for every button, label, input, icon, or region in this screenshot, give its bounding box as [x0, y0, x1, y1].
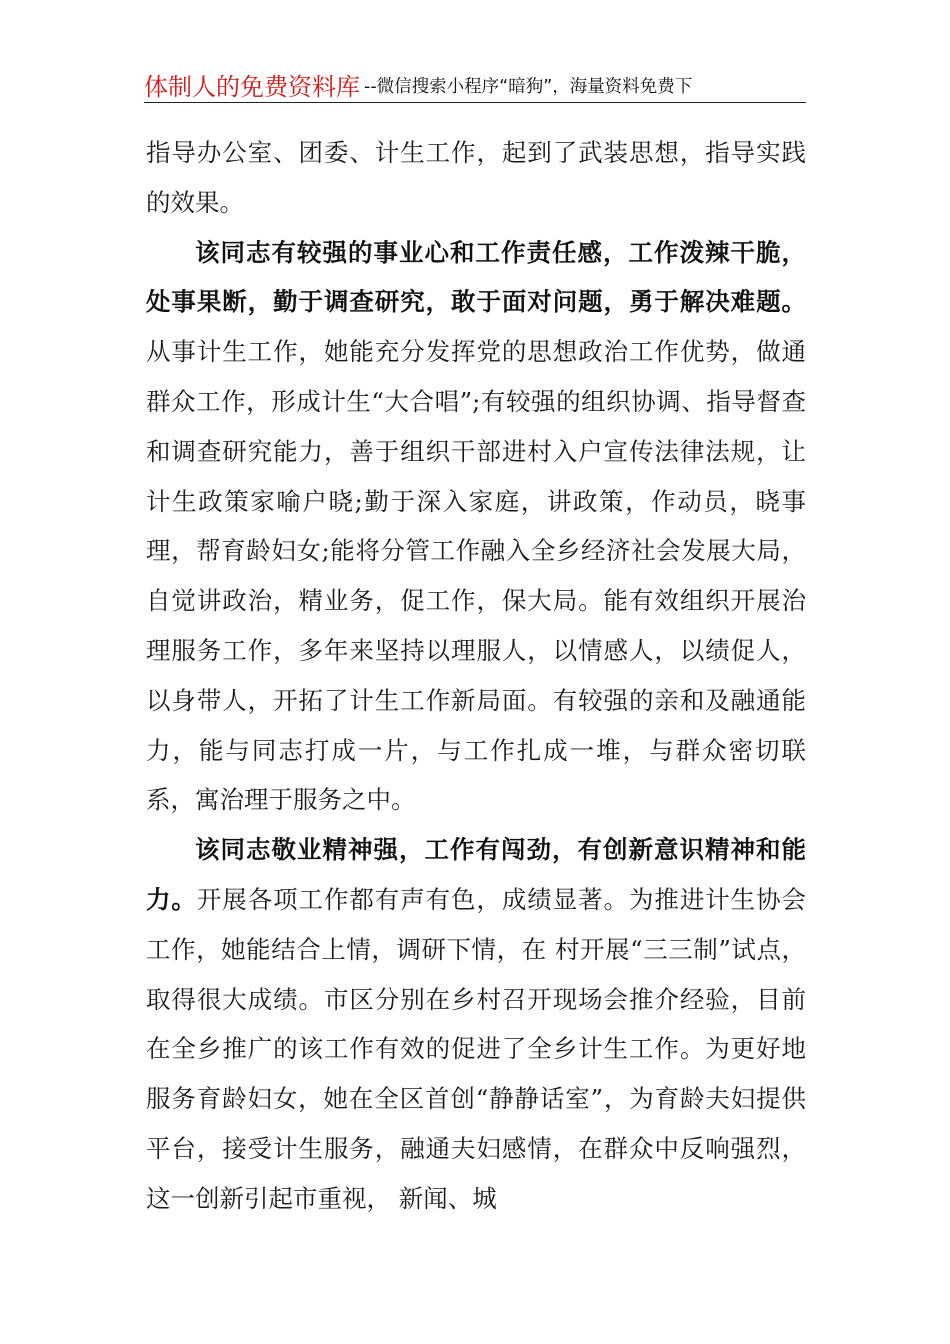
paragraph-dedication-innovation	[146, 825, 806, 1223]
paragraph-lead-bold: 该同志有较强的事业心和工作责任感，工作泼辣干脆，处事果断，勤于调查研究，敢于面对问题，勇于解决难题。	[146, 237, 806, 317]
paragraph-career-responsibility	[146, 228, 806, 826]
document-body	[146, 128, 806, 1224]
paragraph-continuation	[146, 128, 806, 228]
header-tagline: --微信搜索小程序“暗狗”，海量资料免费下	[364, 77, 693, 97]
paragraph-text: 开展各项工作都有声有色，成绩显著。为推进计生协会工作，她能结合上情，调研下情，在 村开展“三三制”试点，取得很大成绩。市区分别在乡村召开现场会推介经验，目前在全乡推广的该工作有效的促进了全乡计生工作。为更好地服务育龄妇女，她在全区首创“静静话室”，为育龄夫妇提供平台，接受计生服务，融通夫妇感情，在群众中反响强烈，这一创新引起市重视， 新闻、城	[146, 884, 807, 1213]
brand-title: 体制人的免费资料库	[144, 73, 360, 101]
paragraph-text: 指导办公室、团委、计生工作，起到了武装思想，指导实践的效果。	[146, 138, 806, 217]
page-header	[144, 70, 806, 103]
paragraph-lead-bold: 该同志敬业精神强，工作有闯劲，有创新意识精神和能力。	[146, 835, 806, 914]
paragraph-text: 从事计生工作，她能充分发挥党的思想政治工作优势，做通群众工作，形成计生“大合唱”;有较强的组织协调、指导督查和调查研究能力，善于组织干部进村入户宣传法律法规，让计生政策家喻户晓;勤于深入家庭，讲政策，作动员，晓事理，帮育龄妇女;能将分管工作融入全乡经济社会发展大局，自觉讲政治，精业务，促工作，保大局。能有效组织开展治理服务工作，多年来坚持以理服人，以情感人，以绩促人，以身带人，开拓了计生工作新局面。有较强的亲和及融通能力，能与同志打成一片，与工作扎成一堆，与群众密切联系，寓治理于服务之中。	[146, 337, 806, 815]
